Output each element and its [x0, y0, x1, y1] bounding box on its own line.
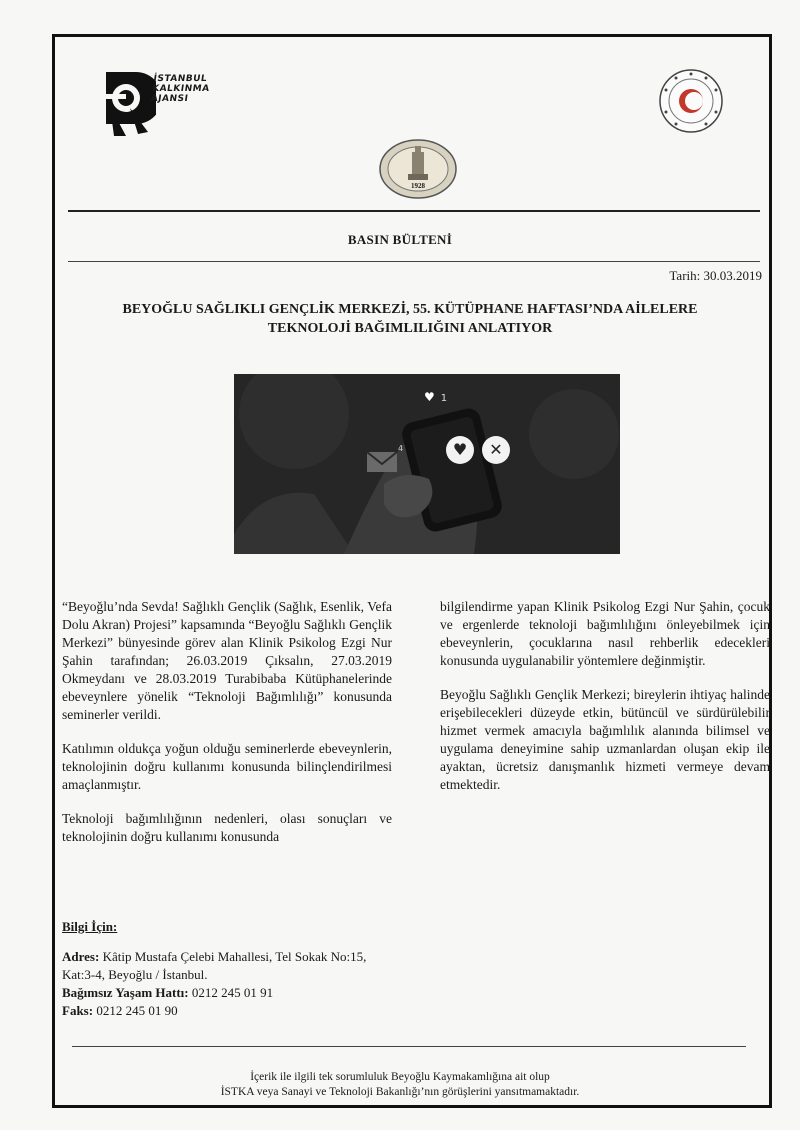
- fax-line: [62, 1002, 392, 1020]
- istka-text-2: KALKINMA: [151, 84, 211, 94]
- heart-icon: ♥: [424, 390, 435, 404]
- fax-label: Faks:: [62, 1003, 94, 1018]
- contact-info-title: Bilgi İçin:: [62, 919, 118, 934]
- fax-value: 0212 245 01 90: [93, 1003, 178, 1018]
- dislike-button-icon: ✕: [482, 436, 510, 464]
- istka-logo: [96, 66, 216, 138]
- like-count: 1: [440, 393, 448, 404]
- article-photo: [234, 374, 620, 554]
- mail-icon: [366, 450, 400, 479]
- header-rule-top: [68, 210, 760, 212]
- address-label: Adres:: [62, 949, 100, 964]
- title-line-2: TEKNOLOJİ BAĞIMLILIĞINI ANLATIYOR: [267, 321, 553, 336]
- mail-count-badge: 4: [398, 444, 404, 453]
- title-line-1: BEYOĞLU SAĞLIKLI GENÇLİK MERKEZİ, 55. KÜTÜPHANE HAFTASI’NDA AİLELERE: [122, 302, 698, 317]
- body-left-column: [62, 598, 392, 862]
- address-value: Kâtip Mustafa Çelebi Mahallesi, Tel Sokak No:15, Kat:3-4, Beyoğlu / İstanbul.: [62, 949, 367, 982]
- header-rule-bottom: [68, 261, 760, 262]
- phone-line: [62, 984, 392, 1002]
- contact-info: [62, 918, 392, 1020]
- footer-rule: [72, 1046, 746, 1047]
- istka-emblem-icon: [96, 66, 156, 138]
- body-right-column: [440, 598, 770, 810]
- phone-label: Bağımsız Yaşam Hattı:: [62, 985, 189, 1000]
- paragraph: Teknoloji bağımlılığının nedenleri, olası sonuçları ve teknolojinin doğru kullanımı konusunda: [62, 811, 392, 844]
- press-release-label: BASIN BÜLTENİ: [347, 232, 453, 247]
- istka-text-1: İSTANBUL: [152, 74, 208, 84]
- document-date: Tarih: 30.03.2019: [669, 268, 762, 283]
- address-line: [62, 948, 392, 984]
- paragraph: Beyoğlu Sağlıklı Gençlik Merkezi; bireylerin ihtiyaç halinde erişebilecekleri düzeyde etkin, bütüncül ve sürdürülebilir hizmet vermek amacıyla bağımlılık alanında bilimsel ve uygulama deneyimine sahip uzmanlardan oluşan ekip ile ayaktan, ücretsiz danışmanlık hizmeti vermeye devam etmektedir.: [440, 687, 770, 792]
- footer-disclaimer: [0, 1070, 800, 1100]
- phone-value: 0212 245 01 91: [188, 985, 274, 1000]
- istka-text-3: AJANSI: [149, 94, 189, 104]
- paragraph: Katılımın oldukça yoğun olduğu seminerlerde ebeveynlerin, teknolojinin doğru kullanımı konusunda bilinçlendirilmesi amaçlanmıştır.: [62, 741, 392, 792]
- seal-year: 1928: [411, 182, 425, 190]
- footer-line-1: İçerik ile ilgili tek sorumluluk Beyoğlu Kaymakamlığına ait olup: [250, 1071, 550, 1083]
- ministry-seal-icon: [650, 68, 732, 134]
- paragraph: “Beyoğlu’nda Sevda! Sağlıklı Gençlik (Sağlık, Esenlik, Vefa Dolu Akran) Projesi” kapsamında “Beyoğlu Sağlıklı Gençlik Merkezi” bünyesinde görev alan Klinik Psikolog Ezgi Nur Şahin tarafından; 26.03.2019 Çıksalın, 27.03.2019 Okmeydanı ve 28.03.2019 Turabibaba Kütüphanelerinde ebeveynlere yönelik “Teknoloji Bağımlılığı” konusunda seminerler verildi.: [62, 599, 392, 722]
- like-notification: [424, 388, 458, 404]
- kaymakamlik-seal-icon: [378, 138, 458, 200]
- like-button-icon: ♥: [446, 436, 474, 464]
- ministry-seal: [650, 68, 732, 134]
- document-title: [70, 300, 750, 338]
- paragraph: bilgilendirme yapan Klinik Psikolog Ezgi Nur Şahin, çocuk ve ergenlerde teknoloji bağımlılığını önleyebilmek için ebeveynlerin, çocuklarına nasıl rehberlik edecekleri konusunda uygulanabilir yöntemlere değinmiştir.: [440, 599, 770, 668]
- kaymakamlik-seal: [378, 138, 458, 200]
- footer-line-2: İSTKA veya Sanayi ve Teknoloji Bakanlığı’nın görüşlerini yansıtmamaktadır.: [220, 1086, 580, 1098]
